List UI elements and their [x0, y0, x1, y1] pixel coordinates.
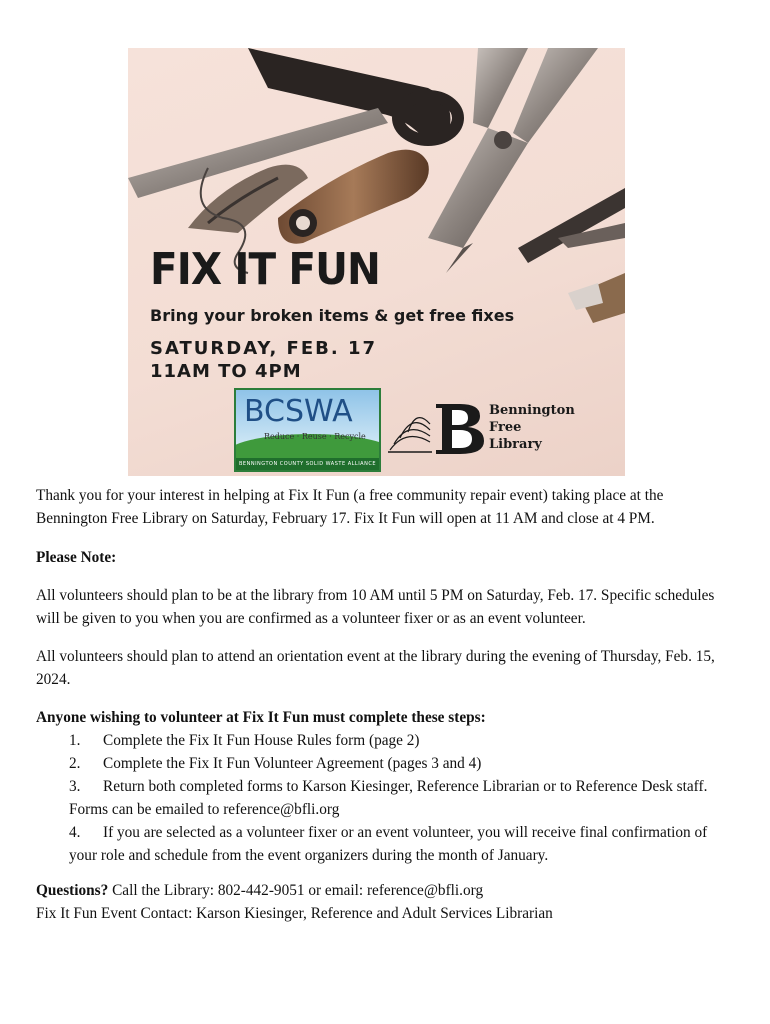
- poster-date: SATURDAY, FEB. 17: [150, 338, 378, 359]
- bcswa-band: BENNINGTON COUNTY SOLID WASTE ALLIANCE: [236, 458, 379, 470]
- poster-time: 11AM TO 4PM: [150, 361, 302, 382]
- questions-line: [36, 879, 483, 902]
- list-item: [36, 752, 736, 775]
- list-item: [36, 729, 736, 752]
- library-name-line3: Library: [489, 437, 542, 452]
- bcswa-logo: [234, 388, 381, 472]
- step-number: 4.: [69, 824, 81, 841]
- list-item: [36, 775, 736, 821]
- bcswa-tagline: Reduce · Reuse · Recycle: [264, 432, 366, 441]
- note-heading: Please Note:: [36, 549, 117, 566]
- poster-subtitle: Bring your broken items & get free fixes: [150, 306, 515, 325]
- library-logo: [386, 398, 576, 458]
- event-poster: [128, 48, 625, 476]
- steps-list: [36, 729, 736, 867]
- library-name-line2: Free: [489, 420, 522, 435]
- step-text: Return both completed forms to Karson Kiesinger, Reference Librarian or to Reference Desk staff. Forms can be emailed to reference@bfli.org: [69, 778, 708, 818]
- step-text: If you are selected as a volunteer fixer or an event volunteer, you will receive final confirmation of your role and schedule from the event organizers during the month of January.: [69, 824, 708, 864]
- step-number: 1.: [69, 732, 81, 749]
- questions-text: Call the Library: 802-442-9051 or email: reference@bfli.org: [108, 882, 484, 899]
- library-name: [489, 402, 575, 453]
- steps-heading: Anyone wishing to volunteer at Fix It Fun must complete these steps:: [36, 709, 486, 726]
- bcswa-wordmark: BCSWA: [244, 394, 353, 429]
- poster-title: FIX IT FUN: [150, 244, 380, 295]
- intro-paragraph: Thank you for your interest in helping at Fix It Fun (a free community repair event) taking place at the Bennington Free Library on Saturday, February 17. Fix It Fun will open at 11 AM and close at 4 PM.: [36, 487, 664, 527]
- library-name-line1: Bennington: [489, 403, 575, 418]
- list-item: [36, 821, 736, 867]
- step-text: Complete the Fix It Fun House Rules form (page 2): [103, 732, 420, 749]
- open-book-icon: [386, 398, 486, 458]
- step-number: 2.: [69, 755, 81, 772]
- questions-label: Questions?: [36, 882, 109, 899]
- note-paragraph-2: All volunteers should plan to attend an orientation event at the library during the evening of Thursday, Feb. 15, 2024.: [36, 648, 715, 688]
- event-contact: Fix It Fun Event Contact: Karson Kiesinger, Reference and Adult Services Librarian: [36, 905, 553, 922]
- step-text: Complete the Fix It Fun Volunteer Agreement (pages 3 and 4): [103, 755, 482, 772]
- note-paragraph-1: All volunteers should plan to be at the library from 10 AM until 5 PM on Saturday, Feb. 17. Specific schedules will be given to you when you are confirmed as a volunteer fixer or as an event volunteer.: [36, 587, 715, 627]
- step-number: 3.: [69, 778, 81, 795]
